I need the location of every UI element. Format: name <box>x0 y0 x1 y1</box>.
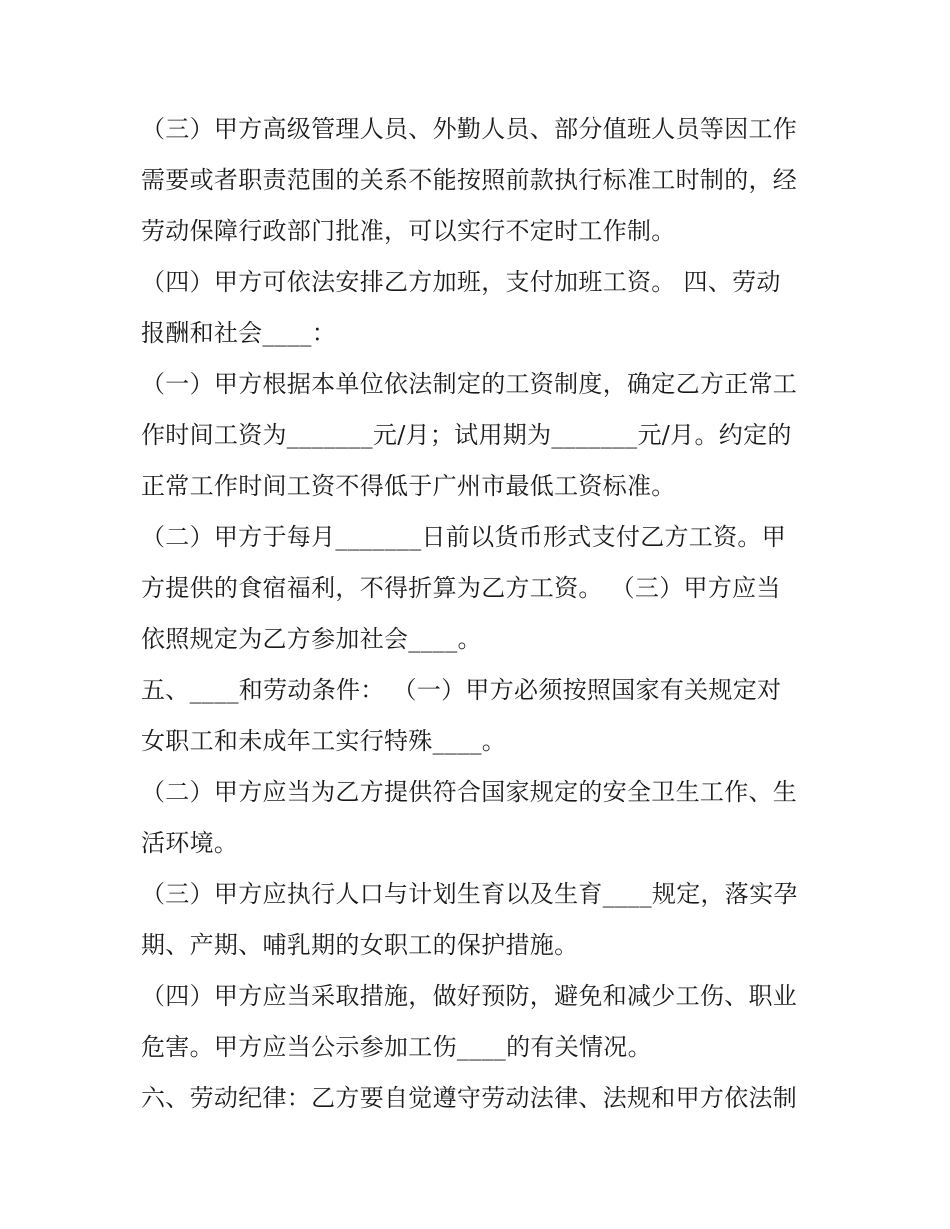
text-line: 危害。甲方应当公示参加工伤____的有关情况。 <box>141 1033 652 1061</box>
text-line: （二）甲方应当为乙方提供符合国家规定的安全卫生工作、生 <box>141 778 798 806</box>
text-line: 五、____和劳动条件： （一）甲方必须按照国家有关规定对 <box>141 676 782 704</box>
text-line: 期、产期、哺乳期的女职工的保护措施。 <box>141 931 579 959</box>
text-line: 报酬和社会____： <box>141 319 336 347</box>
text-line: 需要或者职责范围的关系不能按照前款执行标准工时制的，经 <box>141 166 798 194</box>
text-line: （二）甲方于每月_______日前以货币形式支付乙方工资。甲 <box>141 523 786 551</box>
text-line: （三）甲方应执行人口与计划生育以及生育____规定，落实孕 <box>141 880 798 908</box>
text-line: （四）甲方应当采取措施，做好预防，避免和减少工伤、职业 <box>141 982 798 1010</box>
text-line: （一）甲方根据本单位依法制定的工资制度，确定乙方正常工 <box>141 370 798 398</box>
document-body <box>141 107 821 1127</box>
text-line: 六、劳动纪律：乙方要自觉遵守劳动法律、法规和甲方依法制 <box>141 1084 798 1112</box>
text-line: 女职工和未成年工实行特殊____。 <box>141 727 507 755</box>
text-line: （三）甲方高级管理人员、外勤人员、部分值班人员等因工作 <box>141 115 798 143</box>
text-line: 方提供的食宿福利，不得折算为乙方工资。 （三）甲方应当 <box>141 574 781 602</box>
text-line: （四）甲方可依法安排乙方加班，支付加班工资。 四、劳动 <box>141 268 781 296</box>
text-line: 作时间工资为_______元/月；试用期为_______元/月。约定的 <box>141 421 792 449</box>
text-line: 活环境。 <box>141 829 239 857</box>
text-line: 劳动保障行政部门批准，可以实行不定时工作制。 <box>141 217 676 245</box>
text-line: 依照规定为乙方参加社会____。 <box>141 625 482 653</box>
text-line: 正常工作时间工资不得低于广州市最低工资标准。 <box>141 472 676 500</box>
